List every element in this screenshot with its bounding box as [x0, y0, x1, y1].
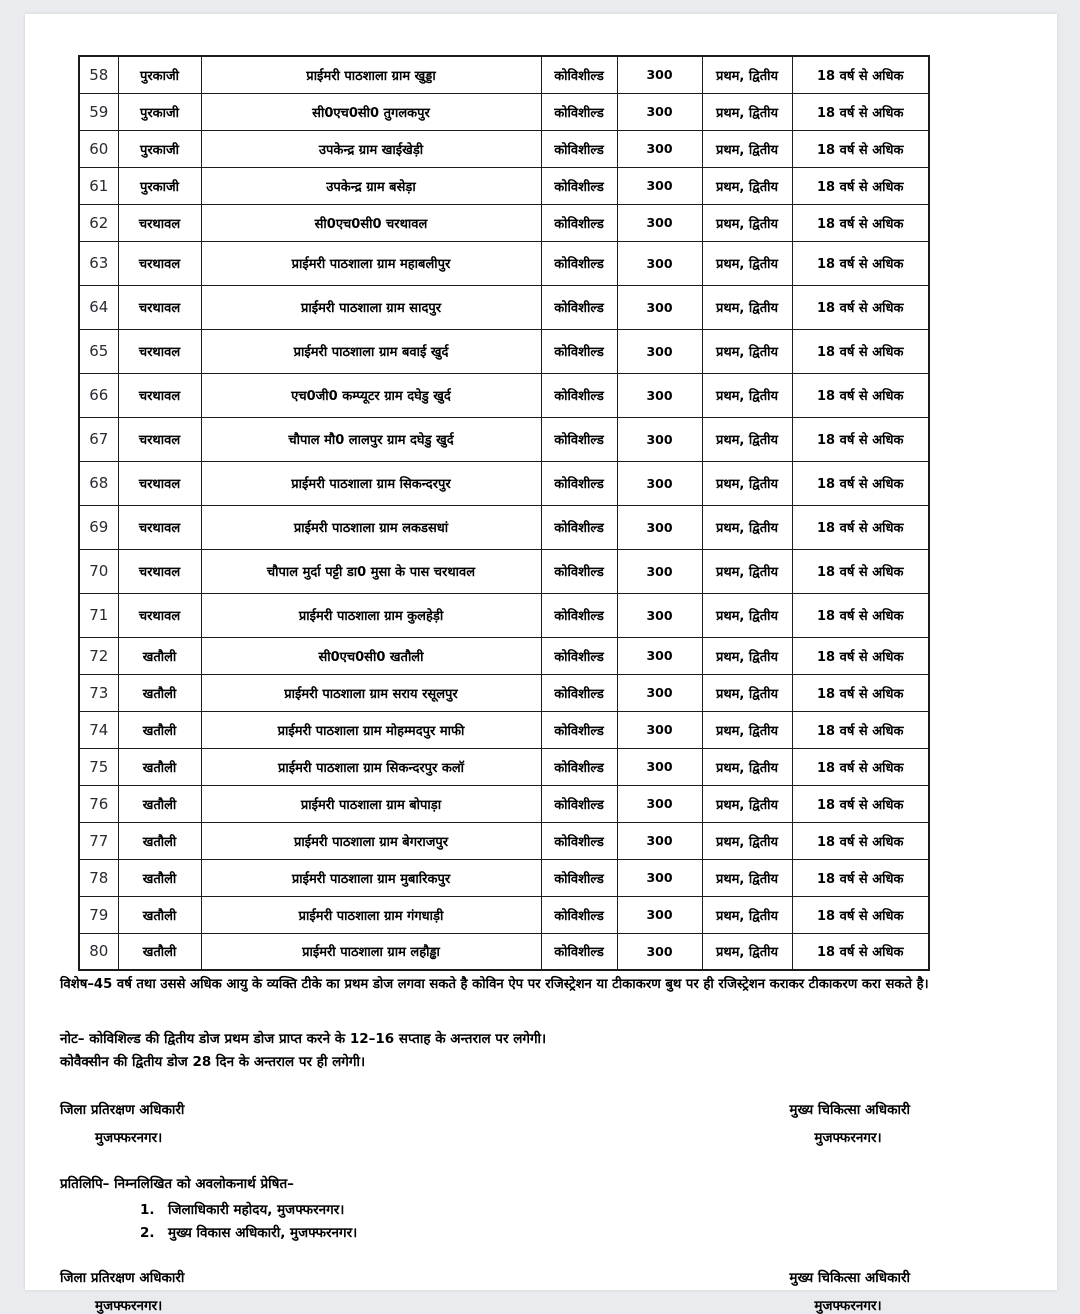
- age-cell: 18 वर्ष से अधिक: [792, 593, 929, 637]
- serial-cell: 79: [79, 896, 118, 933]
- table-row: [79, 204, 929, 241]
- vaccine-cell: कोविशील्ड: [541, 637, 617, 674]
- vaccine-cell: कोविशील्ड: [541, 674, 617, 711]
- center-name-cell: उपकेन्द्र ग्राम खाईखेड़ी: [201, 130, 541, 167]
- copy-items: [60, 1202, 1057, 1242]
- quantity-cell: 300: [617, 549, 702, 593]
- dose-cell: प्रथम, द्वितीय: [702, 822, 792, 859]
- note-section: [60, 1028, 1057, 1074]
- serial-cell: 63: [79, 241, 118, 285]
- dose-cell: प्रथम, द्वितीय: [702, 674, 792, 711]
- center-name-cell: प्राईमरी पाठशाला ग्राम लहौड्ढा: [201, 933, 541, 970]
- block-cell: चरथावल: [118, 241, 201, 285]
- table-row: [79, 593, 929, 637]
- block-cell: खतौली: [118, 896, 201, 933]
- age-cell: 18 वर्ष से अधिक: [792, 130, 929, 167]
- center-name-cell: प्राईमरी पाठशाला ग्राम मुबारिकपुर: [201, 859, 541, 896]
- age-cell: 18 वर्ष से अधिक: [792, 204, 929, 241]
- age-cell: 18 वर्ष से अधिक: [792, 56, 929, 93]
- quantity-cell: 300: [617, 674, 702, 711]
- serial-cell: 61: [79, 167, 118, 204]
- table-row: [79, 748, 929, 785]
- block-cell: चरथावल: [118, 285, 201, 329]
- dose-cell: प्रथम, द्वितीय: [702, 417, 792, 461]
- quantity-cell: 300: [617, 241, 702, 285]
- table-row: [79, 822, 929, 859]
- center-name-cell: प्राईमरी पाठशाला ग्राम कुलहेड़ी: [201, 593, 541, 637]
- table-row: [79, 167, 929, 204]
- quantity-cell: 300: [617, 204, 702, 241]
- center-name-cell: प्राईमरी पाठशाला ग्राम सराय रसूलपुर: [201, 674, 541, 711]
- serial-cell: 80: [79, 933, 118, 970]
- vaccine-cell: कोविशील्ड: [541, 373, 617, 417]
- center-name-cell: प्राईमरी पाठशाला ग्राम सादपुर: [201, 285, 541, 329]
- signature-left-2-title: जिला प्रतिरक्षण अधिकारी: [60, 1270, 185, 1286]
- vaccine-cell: कोविशील्ड: [541, 56, 617, 93]
- serial-cell: 73: [79, 674, 118, 711]
- block-cell: खतौली: [118, 637, 201, 674]
- table-row: [79, 859, 929, 896]
- age-cell: 18 वर्ष से अधिक: [792, 241, 929, 285]
- table-row: [79, 373, 929, 417]
- dose-cell: प्रथम, द्वितीय: [702, 56, 792, 93]
- age-cell: 18 वर्ष से अधिक: [792, 285, 929, 329]
- age-cell: 18 वर्ष से अधिक: [792, 711, 929, 748]
- note-line-covaxin: कोवैक्सीन की द्वितीय डोज 28 दिन के अन्तराल पर ही लगेगी।: [60, 1054, 366, 1070]
- quantity-cell: 300: [617, 130, 702, 167]
- quantity-cell: 300: [617, 711, 702, 748]
- center-name-cell: सी0एच0सी0 तुगलकपुर: [201, 93, 541, 130]
- serial-cell: 77: [79, 822, 118, 859]
- signature-left: [60, 1100, 184, 1146]
- signature-left-2: [60, 1268, 184, 1314]
- age-cell: 18 वर्ष से अधिक: [792, 933, 929, 970]
- quantity-cell: 300: [617, 373, 702, 417]
- vaccine-cell: कोविशील्ड: [541, 285, 617, 329]
- center-name-cell: प्राईमरी पाठशाला ग्राम बवाई खुर्द: [201, 329, 541, 373]
- block-cell: पुरकाजी: [118, 167, 201, 204]
- vaccine-cell: कोविशील्ड: [541, 93, 617, 130]
- block-cell: चरथावल: [118, 593, 201, 637]
- signature-right: [789, 1100, 910, 1146]
- age-cell: 18 वर्ष से अधिक: [792, 461, 929, 505]
- signature-left-place: मुजफ्फरनगर।: [95, 1130, 163, 1146]
- block-cell: चरथावल: [118, 549, 201, 593]
- quantity-cell: 300: [617, 56, 702, 93]
- table-row: [79, 285, 929, 329]
- center-name-cell: एच0जी0 कम्प्यूटर ग्राम दघेडु खुर्द: [201, 373, 541, 417]
- dose-cell: प्रथम, द्वितीय: [702, 373, 792, 417]
- serial-cell: 66: [79, 373, 118, 417]
- dose-cell: प्रथम, द्वितीय: [702, 241, 792, 285]
- signature-right-2-title: मुख्य चिकित्सा अधिकारी: [789, 1270, 910, 1286]
- center-name-cell: चौपाल मुर्दा पट्टी डा0 मुसा के पास चरथावल: [201, 549, 541, 593]
- vaccine-cell: कोविशील्ड: [541, 130, 617, 167]
- block-cell: खतौली: [118, 859, 201, 896]
- center-name-cell: प्राईमरी पाठशाला ग्राम बेगराजपुर: [201, 822, 541, 859]
- center-name-cell: सी0एच0सी0 खतौली: [201, 637, 541, 674]
- vaccine-cell: कोविशील्ड: [541, 329, 617, 373]
- signature-right-title: मुख्य चिकित्सा अधिकारी: [789, 1102, 910, 1118]
- dose-cell: प्रथम, द्वितीय: [702, 167, 792, 204]
- vaccine-cell: कोविशील्ड: [541, 549, 617, 593]
- signature-left-2-place: मुजफ्फरनगर।: [95, 1298, 163, 1314]
- quantity-cell: 300: [617, 417, 702, 461]
- dose-cell: प्रथम, द्वितीय: [702, 204, 792, 241]
- dose-cell: प्रथम, द्वितीय: [702, 329, 792, 373]
- quantity-cell: 300: [617, 593, 702, 637]
- block-cell: पुरकाजी: [118, 130, 201, 167]
- age-cell: 18 वर्ष से अधिक: [792, 896, 929, 933]
- quantity-cell: 300: [617, 748, 702, 785]
- vaccine-cell: कोविशील्ड: [541, 748, 617, 785]
- table-row: [79, 674, 929, 711]
- center-name-cell: प्राईमरी पाठशाला ग्राम सिकन्दरपुर कलॉ: [201, 748, 541, 785]
- block-cell: चरथावल: [118, 373, 201, 417]
- quantity-cell: 300: [617, 859, 702, 896]
- table-row: [79, 93, 929, 130]
- note-line-covishield: नोट– कोविशिल्ड की द्वितीय डोज प्रथम डोज प्राप्त करने के 12–16 सप्ताह के अन्तराल पर लगेगी।: [60, 1031, 547, 1047]
- vaccine-cell: कोविशील्ड: [541, 461, 617, 505]
- age-cell: 18 वर्ष से अधिक: [792, 674, 929, 711]
- copy-item: [140, 1225, 1057, 1242]
- block-cell: चरथावल: [118, 204, 201, 241]
- copy-heading: प्रतिलिपि– निम्नलिखित को अवलोकनार्थ प्रेषित–: [60, 1176, 294, 1192]
- age-cell: 18 वर्ष से अधिक: [792, 93, 929, 130]
- special-note: विशेष–45 वर्ष तथा उससे अधिक आयु के व्यक्ति टीके का प्रथम डोज लगवा सकते है कोविन ऐप पर रजिस्ट्रेशन या टीकाकरण बुथ पर ही रजिस्ट्रेशन कराकर टीकाकरण करा सकते है।: [60, 977, 929, 992]
- dose-cell: प्रथम, द्वितीय: [702, 505, 792, 549]
- dose-cell: प्रथम, द्वितीय: [702, 785, 792, 822]
- vaccine-cell: कोविशील्ड: [541, 711, 617, 748]
- dose-cell: प्रथम, द्वितीय: [702, 549, 792, 593]
- age-cell: 18 वर्ष से अधिक: [792, 167, 929, 204]
- block-cell: चरथावल: [118, 417, 201, 461]
- center-name-cell: उपकेन्द्र ग्राम बसेड़ा: [201, 167, 541, 204]
- serial-cell: 72: [79, 637, 118, 674]
- vaccine-cell: कोविशील्ड: [541, 167, 617, 204]
- serial-cell: 69: [79, 505, 118, 549]
- vaccine-cell: कोविशील्ड: [541, 241, 617, 285]
- table-row: [79, 505, 929, 549]
- serial-cell: 59: [79, 93, 118, 130]
- age-cell: 18 वर्ष से अधिक: [792, 637, 929, 674]
- serial-cell: 76: [79, 785, 118, 822]
- dose-cell: प्रथम, द्वितीय: [702, 711, 792, 748]
- serial-cell: 65: [79, 329, 118, 373]
- age-cell: 18 वर्ष से अधिक: [792, 417, 929, 461]
- dose-cell: प्रथम, द्वितीय: [702, 93, 792, 130]
- dose-cell: प्रथम, द्वितीय: [702, 285, 792, 329]
- center-name-cell: प्राईमरी पाठशाला ग्राम सिकन्दरपुर: [201, 461, 541, 505]
- dose-cell: प्रथम, द्वितीय: [702, 748, 792, 785]
- table-row: [79, 637, 929, 674]
- vaccine-cell: कोविशील्ड: [541, 785, 617, 822]
- copy-item-number: 1.: [140, 1202, 155, 1218]
- signature-left-title: जिला प्रतिरक्षण अधिकारी: [60, 1102, 185, 1118]
- serial-cell: 68: [79, 461, 118, 505]
- serial-cell: 75: [79, 748, 118, 785]
- signature-row-bottom: [25, 1268, 1057, 1314]
- table-row: [79, 417, 929, 461]
- table-row: [79, 711, 929, 748]
- age-cell: 18 वर्ष से अधिक: [792, 329, 929, 373]
- quantity-cell: 300: [617, 896, 702, 933]
- center-name-cell: चौपाल मौ0 लालपुर ग्राम दघेडु खुर्द: [201, 417, 541, 461]
- serial-cell: 70: [79, 549, 118, 593]
- vaccine-cell: कोविशील्ड: [541, 505, 617, 549]
- dose-cell: प्रथम, द्वितीय: [702, 130, 792, 167]
- serial-cell: 60: [79, 130, 118, 167]
- copy-item-text: जिलाधिकारी महोदय, मुजफ्फरनगर।: [168, 1202, 345, 1218]
- dose-cell: प्रथम, द्वितीय: [702, 933, 792, 970]
- age-cell: 18 वर्ष से अधिक: [792, 505, 929, 549]
- serial-cell: 74: [79, 711, 118, 748]
- quantity-cell: 300: [617, 329, 702, 373]
- signature-right-2: [789, 1268, 910, 1314]
- table-row: [79, 130, 929, 167]
- center-name-cell: प्राईमरी पाठशाला ग्राम मोहम्मदपुर माफी: [201, 711, 541, 748]
- copy-item: [140, 1202, 1057, 1219]
- table-row: [79, 896, 929, 933]
- age-cell: 18 वर्ष से अधिक: [792, 785, 929, 822]
- table-row: [79, 329, 929, 373]
- vaccination-centers-table: [78, 55, 930, 971]
- block-cell: खतौली: [118, 748, 201, 785]
- table-row: [79, 241, 929, 285]
- center-name-cell: प्राईमरी पाठशाला ग्राम गंगधाड़ी: [201, 896, 541, 933]
- dose-cell: प्रथम, द्वितीय: [702, 461, 792, 505]
- document-page: [25, 14, 1057, 1314]
- signature-row-top: [25, 1100, 1057, 1146]
- serial-cell: 64: [79, 285, 118, 329]
- signature-right-place: मुजफ्फरनगर।: [814, 1130, 882, 1146]
- age-cell: 18 वर्ष से अधिक: [792, 822, 929, 859]
- block-cell: पुरकाजी: [118, 93, 201, 130]
- copy-item-text: मुख्य विकास अधिकारी, मुजफ्फरनगर।: [168, 1225, 358, 1241]
- quantity-cell: 300: [617, 93, 702, 130]
- age-cell: 18 वर्ष से अधिक: [792, 859, 929, 896]
- age-cell: 18 वर्ष से अधिक: [792, 373, 929, 417]
- quantity-cell: 300: [617, 167, 702, 204]
- vaccine-cell: कोविशील्ड: [541, 859, 617, 896]
- quantity-cell: 300: [617, 933, 702, 970]
- serial-cell: 62: [79, 204, 118, 241]
- block-cell: चरथावल: [118, 329, 201, 373]
- block-cell: चरथावल: [118, 505, 201, 549]
- vaccine-cell: कोविशील्ड: [541, 822, 617, 859]
- serial-cell: 71: [79, 593, 118, 637]
- serial-cell: 67: [79, 417, 118, 461]
- vaccine-cell: कोविशील्ड: [541, 896, 617, 933]
- vaccine-cell: कोविशील्ड: [541, 933, 617, 970]
- quantity-cell: 300: [617, 461, 702, 505]
- block-cell: खतौली: [118, 711, 201, 748]
- block-cell: खतौली: [118, 785, 201, 822]
- table-row: [79, 785, 929, 822]
- block-cell: खतौली: [118, 822, 201, 859]
- dose-cell: प्रथम, द्वितीय: [702, 637, 792, 674]
- quantity-cell: 300: [617, 822, 702, 859]
- serial-cell: 78: [79, 859, 118, 896]
- age-cell: 18 वर्ष से अधिक: [792, 748, 929, 785]
- quantity-cell: 300: [617, 785, 702, 822]
- table-row: [79, 461, 929, 505]
- dose-cell: प्रथम, द्वितीय: [702, 859, 792, 896]
- center-name-cell: सी0एच0सी0 चरथावल: [201, 204, 541, 241]
- centers-table-body: [79, 56, 929, 970]
- table-row: [79, 56, 929, 93]
- block-cell: पुरकाजी: [118, 56, 201, 93]
- vaccine-cell: कोविशील्ड: [541, 593, 617, 637]
- center-name-cell: प्राईमरी पाठशाला ग्राम बोपाड़ा: [201, 785, 541, 822]
- table-row: [79, 549, 929, 593]
- age-cell: 18 वर्ष से अधिक: [792, 549, 929, 593]
- serial-cell: 58: [79, 56, 118, 93]
- vaccine-cell: कोविशील्ड: [541, 417, 617, 461]
- table-row: [79, 933, 929, 970]
- quantity-cell: 300: [617, 637, 702, 674]
- vaccine-cell: कोविशील्ड: [541, 204, 617, 241]
- dose-cell: प्रथम, द्वितीय: [702, 593, 792, 637]
- center-name-cell: प्राईमरी पाठशाला ग्राम लकडसधां: [201, 505, 541, 549]
- center-name-cell: प्राईमरी पाठशाला ग्राम खुड्डा: [201, 56, 541, 93]
- copy-section: [60, 1174, 1057, 1242]
- copy-item-number: 2.: [140, 1225, 155, 1241]
- block-cell: चरथावल: [118, 461, 201, 505]
- center-name-cell: प्राईमरी पाठशाला ग्राम महाबलीपुर: [201, 241, 541, 285]
- signature-right-2-place: मुजफ्फरनगर।: [814, 1298, 882, 1314]
- block-cell: खतौली: [118, 674, 201, 711]
- quantity-cell: 300: [617, 285, 702, 329]
- block-cell: खतौली: [118, 933, 201, 970]
- dose-cell: प्रथम, द्वितीय: [702, 896, 792, 933]
- quantity-cell: 300: [617, 505, 702, 549]
